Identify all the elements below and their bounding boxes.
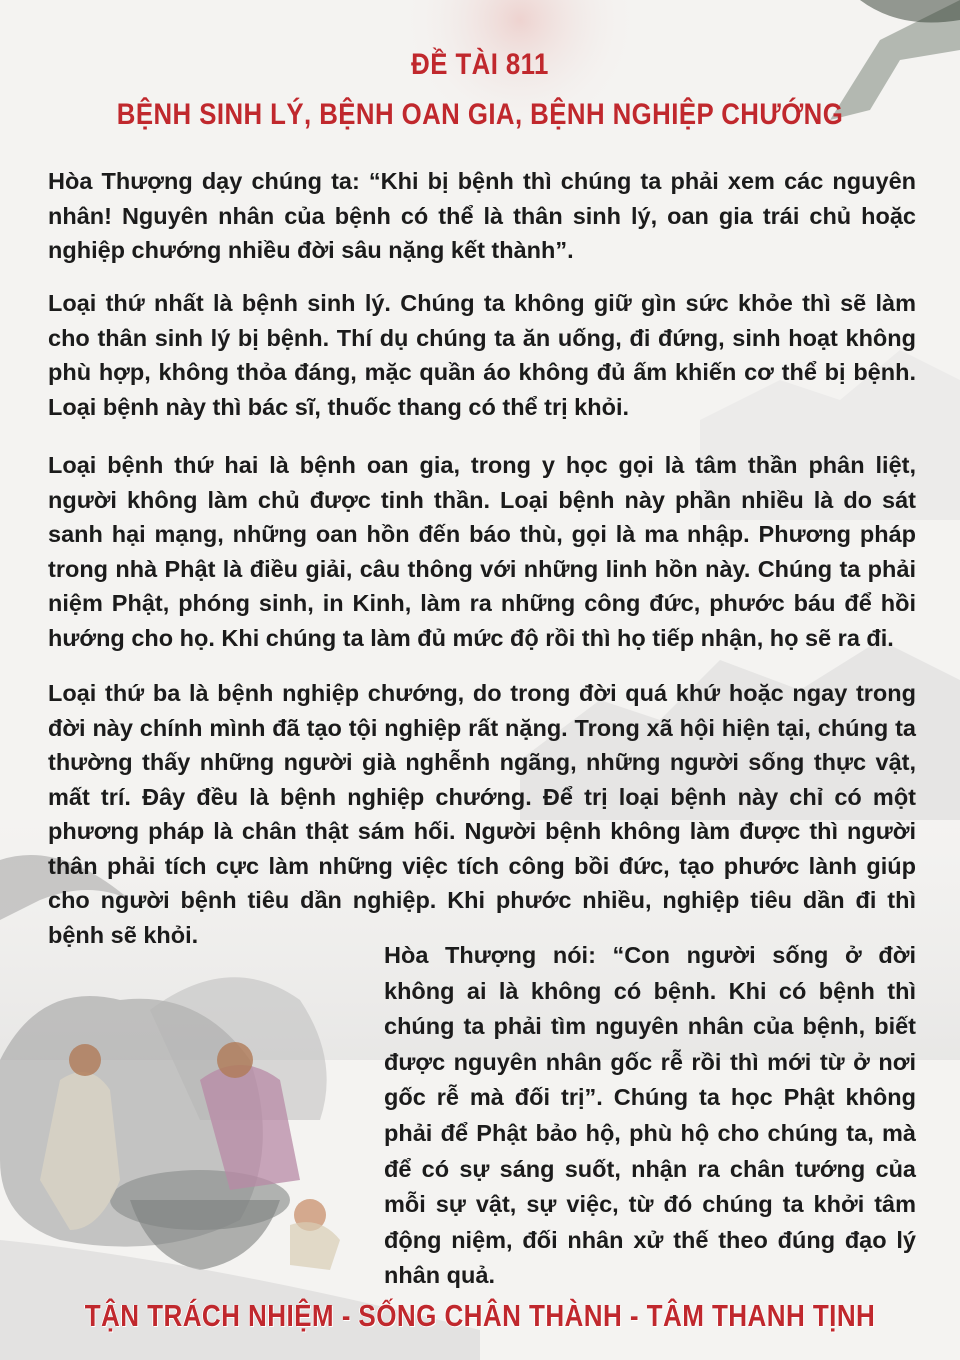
closing-quote: Hòa Thượng nói: “Con người sống ở đời không ai là không có bệnh. Khi có bệnh thì chúng ta phải tìm nguyên nhân của bệnh, biết được nguyên nhân gốc rễ rồi thì mới từ ở nơi gốc rễ mà đối trị”. Chúng ta học Phật không phải để Phật bảo hộ, phù hộ cho chúng ta, mà để có sự sáng suốt, nhận ra chân tướng của mỗi sự vật, sự việc, từ đó chúng ta khởi tâm động niệm, đối nhân xử thế theo đúng đạo lý nhân quả. [384, 942, 916, 1289]
paragraph-karmic-enemy: Loại bệnh thứ hai là bệnh oan gia, trong y học gọi là tâm thần phân liệt, người không làm chủ được tinh thần. Loại bệnh này phần nhiều là do sát sanh hại mạng, những oan hồn đến báo thù, gọi là ma nhập. Phương pháp trong nhà Phật là điều giải, câu thông với những linh hồn này. Chúng ta phải niệm Phật, phóng sinh, in Kinh, làm ra những công đức, phước báu để hồi hướng cho họ. Khi chúng ta làm đủ mức độ rồi thì họ tiếp nhận, họ sẽ ra đi. [48, 452, 916, 651]
paragraph-intro: Hòa Thượng dạy chúng ta: “Khi bị bệnh thì chúng ta phải xem các nguyên nhân! Nguyên nhân của bệnh có thể là thân sinh lý, oan gia trái chủ hoặc nghiệp chướng nhiều đời sâu nặng kết thành”. [48, 168, 916, 263]
footer-motto: TẬN TRÁCH NHIỆM - SỐNG CHÂN THÀNH - TÂM THANH TỊNH [84, 1298, 876, 1333]
paragraph-karmic-obstacle: Loại thứ ba là bệnh nghiệp chướng, do trong đời quá khứ hoặc ngay trong đời này chính mình đã tạo tội nghiệp rất nặng. Trong xã hội hiện tại, chúng ta thường thấy những người già nghễnh ngãng, những người sống thực vật, mất trí. Đây đều là bệnh nghiệp chướng. Để trị loại bệnh này chỉ có một phương pháp là chân thật sám hối. Người bệnh không làm được thì người thân phải tích cực làm những việc tích công bồi đức, tạo phước lành giúp cho người bệnh tiêu dần nghiệp. Khi phước nhiều, nghiệp tiêu dần đi thì bệnh sẽ khỏi. [48, 680, 916, 948]
topic-number: ĐỀ TÀI 811 [411, 48, 549, 81]
page-title: BỆNH SINH LÝ, BỆNH OAN GIA, BỆNH NGHIỆP CHƯỚNG [116, 98, 844, 131]
paragraph-physiological: Loại thứ nhất là bệnh sinh lý. Chúng ta không giữ gìn sức khỏe thì sẽ làm cho thân sinh lý bị bệnh. Thí dụ chúng ta ăn uống, đi đứng, sinh hoạt không phù hợp, không thỏa đáng, mặc quần áo không đủ ấm khiến cơ thể bị bệnh. Loại bệnh này thì bác sĩ, thuốc thang có thể trị khỏi. [48, 290, 916, 420]
